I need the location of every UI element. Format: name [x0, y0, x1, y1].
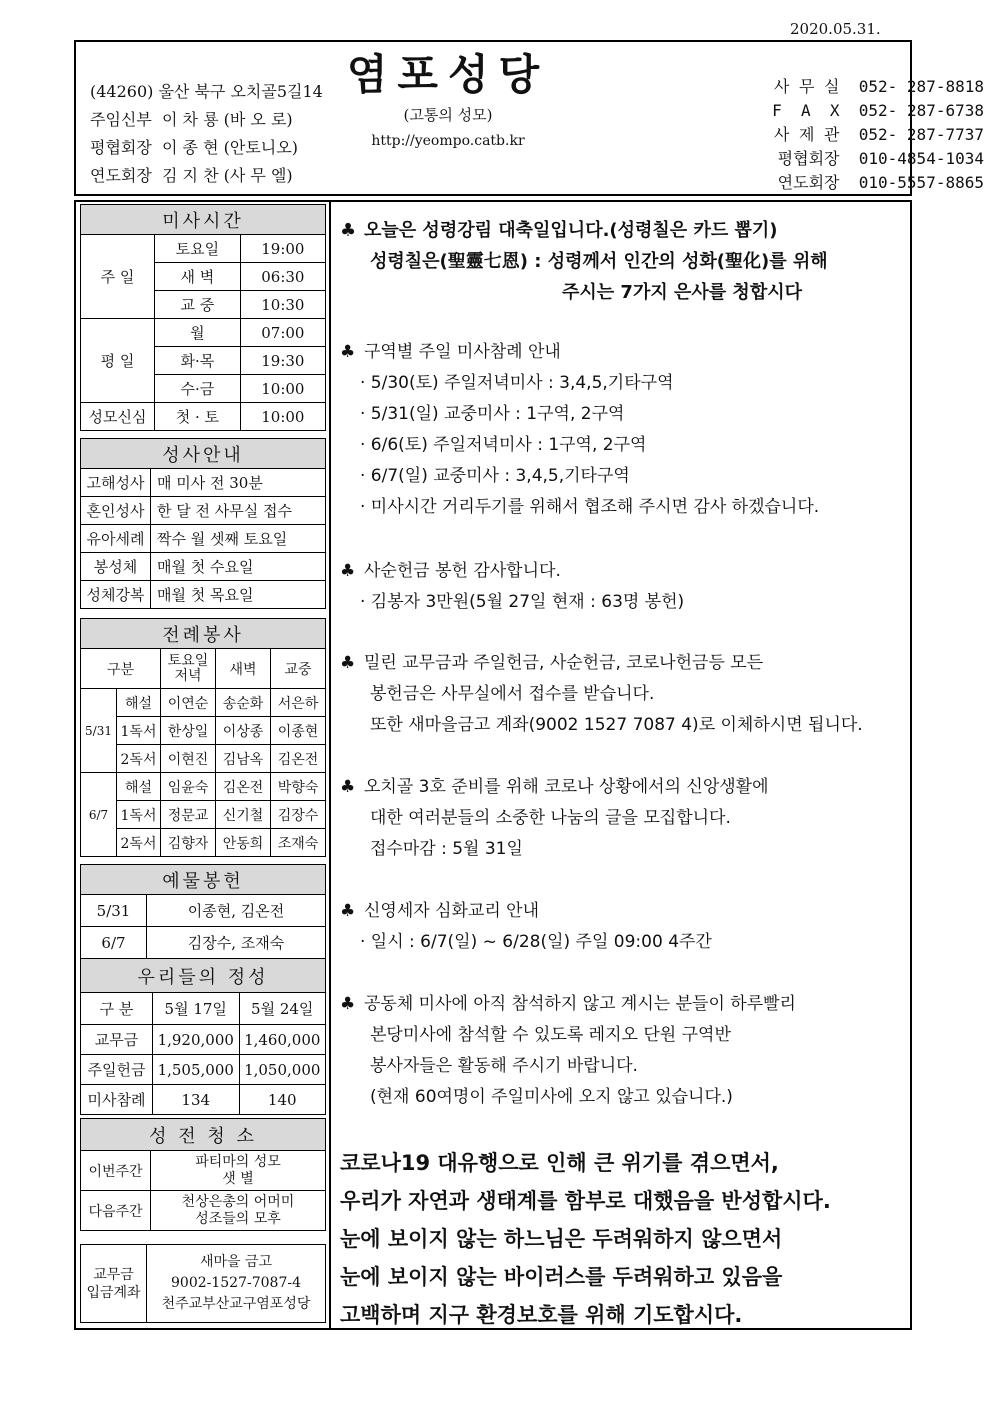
- mass-cell: 화·목: [155, 347, 241, 375]
- sincerity-header: 5월 17일: [153, 993, 240, 1025]
- liturgy-cell: 이연순: [161, 689, 216, 717]
- prayer-line: 고백하며 지구 환경보호를 위해 기도합시다.: [340, 1303, 743, 1327]
- notice-text: (현재 60여명이 주일미사에 오지 않고 있습니다.): [370, 1087, 733, 1107]
- liturgy-header: 교중: [271, 649, 326, 689]
- bulletin-date: 2020.05.31.: [790, 20, 881, 38]
- liturgy-cell: 이현진: [161, 745, 216, 773]
- cleaning-week: 다음주간: [81, 1191, 151, 1231]
- notice-text: 오치골 3호 준비를 위해 코로나 상황에서의 신앙생활에: [364, 777, 769, 797]
- notice-text: 봉사자들은 활동해 주시기 바랍니다.: [370, 1056, 638, 1076]
- liturgy-cell: 한상일: [161, 717, 216, 745]
- pastor-label: 주임신부: [90, 110, 152, 129]
- liturgy-cell: 1독서: [117, 801, 161, 829]
- offering-date: 6/7: [81, 927, 147, 959]
- prayer-line: 눈에 보이지 않는 바이러스를 두려워하고 있음을: [340, 1265, 783, 1289]
- liturgy-cell: 임윤숙: [161, 773, 216, 801]
- liturgy-cell: 안동희: [216, 829, 271, 857]
- liturgy-date: 6/7: [81, 773, 117, 857]
- column-divider: [329, 200, 331, 1330]
- liturgy-cell: 신기철: [216, 801, 271, 829]
- liturgy-cell: 김온전: [216, 773, 271, 801]
- prayer-line: 눈에 보이지 않는 하느님은 두려워하지 않으면서: [340, 1227, 783, 1251]
- notice-text: 대한 여러분들의 소중한 나눔의 글을 모집합니다.: [370, 808, 731, 828]
- notice-item: · 5/30(토) 주일저녁미사 : 3,4,5,기타구역: [360, 373, 674, 393]
- sacrament-name: 고해성사: [81, 469, 151, 497]
- liturgy-cell: 조재숙: [271, 829, 326, 857]
- offering-table: [80, 864, 326, 959]
- sacrament-info: 매 미사 전 30분: [151, 469, 326, 497]
- notice-item: · 일시 : 6/7(일) ~ 6/28(일) 주일 09:00 4주간: [360, 932, 712, 952]
- sincerity-cell: 교무금: [81, 1025, 153, 1055]
- liturgy-cell: 서은하: [271, 689, 326, 717]
- offering-title: 예물봉헌: [81, 865, 326, 895]
- mass-cell: 10:00: [240, 375, 325, 403]
- liturgy-cell: 김장수: [271, 801, 326, 829]
- prayer-line: 우리가 자연과 생태계를 함부로 대했음을 반성합시다.: [340, 1189, 831, 1213]
- notice-lenten-offering: [340, 556, 910, 618]
- liturgy-header: 토요일 저녁: [161, 649, 216, 689]
- liturgy-cell: 해설: [117, 773, 161, 801]
- sacrament-info: 짝수 월 셋째 토요일: [151, 525, 326, 553]
- contact-council: 평협회장 010-4854-1034: [777, 149, 984, 168]
- cleaning-table: [80, 1118, 326, 1231]
- club-icon: ♣: [340, 777, 356, 797]
- cleaning-group: 파티마의 성모 샛 별: [151, 1151, 326, 1191]
- liturgy-cell: 정문교: [161, 801, 216, 829]
- liturgy-cell: 해설: [117, 689, 161, 717]
- mass-cell: 첫 · 토: [155, 403, 241, 431]
- notice-text: 또한 새마을금고 계좌(9002 1527 7087 4)로 이체하시면 됩니다.: [370, 715, 863, 735]
- offering-names: 김장수, 조재숙: [147, 927, 326, 959]
- notice-item: · 김봉자 3만원(5월 27일 현재 : 63명 봉헌): [360, 592, 685, 612]
- liturgy-cell: 이상종: [216, 717, 271, 745]
- memorial-label: 연도회장: [90, 166, 152, 185]
- sacrament-info: 매월 첫 목요일: [151, 581, 326, 609]
- sincerity-header: 5월 24일: [239, 993, 326, 1025]
- pastor-row: [90, 110, 293, 130]
- sacrament-name: 혼인성사: [81, 497, 151, 525]
- notice-title: 신영세자 심화교리 안내: [364, 901, 540, 921]
- account-table: [80, 1244, 326, 1323]
- cleaning-group: 천상은총의 어머미 성조들의 모후: [151, 1191, 326, 1231]
- contact-fax: F A X 052- 287-6738: [772, 101, 984, 120]
- mass-cell: 10:30: [240, 291, 325, 319]
- notice-text: 주시는 7가지 은사를 청합시다: [562, 282, 802, 303]
- club-icon: ♣: [340, 342, 356, 362]
- liturgy-cell: 이종현: [271, 717, 326, 745]
- mass-cell: 07:00: [240, 319, 325, 347]
- liturgy-date: 5/31: [81, 689, 117, 773]
- mass-cell: 06:30: [240, 263, 325, 291]
- mass-cell: 새 벽: [155, 263, 241, 291]
- sincerity-header: 구 분: [81, 993, 153, 1025]
- sacrament-name: 유아세례: [81, 525, 151, 553]
- offering-date: 5/31: [81, 895, 147, 927]
- notice-text: 봉헌금은 사무실에서 접수를 받습니다.: [370, 684, 655, 704]
- liturgy-table: [80, 618, 326, 857]
- liturgy-cell: 김남옥: [216, 745, 271, 773]
- notice-text: 밀린 교무금과 주일헌금, 사순헌금, 코로나헌금등 모든: [364, 653, 764, 673]
- sincerity-cell: 1,050,000: [239, 1055, 326, 1085]
- parish-subtitle: (고통의 성모): [403, 106, 493, 124]
- liturgy-cell: 김온전: [271, 745, 326, 773]
- notice-offerings: [340, 648, 910, 741]
- notice-text: 오늘은 성령강림 대축일입니다.(성령칠은 카드 뽑기): [364, 220, 778, 241]
- mass-times-table: [80, 204, 326, 431]
- sincerity-cell: 1,505,000: [153, 1055, 240, 1085]
- council-value: 이 종 현 (안토니오): [162, 138, 298, 157]
- liturgy-cell: 2독서: [117, 745, 161, 773]
- cleaning-week: 이번주간: [81, 1151, 151, 1191]
- sincerity-cell: 미사참례: [81, 1085, 153, 1115]
- memorial-value: 김 지 찬 (사 무 엘): [162, 166, 293, 185]
- sacraments-table: [80, 438, 326, 609]
- mass-title: 미사시간: [81, 205, 326, 235]
- club-icon: ♣: [340, 561, 356, 581]
- sincerity-cell: 134: [153, 1085, 240, 1115]
- pastor-value: 이 차 룡 (바 오 로): [162, 110, 293, 129]
- notice-mass-by-district: [340, 337, 910, 523]
- sincerity-cell: 1,460,000: [239, 1025, 326, 1055]
- notice-title: 구역별 주일 미사참례 안내: [364, 342, 561, 362]
- mass-cell: 10:00: [240, 403, 325, 431]
- sacrament-name: 봉성체: [81, 553, 151, 581]
- mass-cell: 월: [155, 319, 241, 347]
- sacrament-info: 매월 첫 수요일: [151, 553, 326, 581]
- account-label: 교무금 입금계좌: [81, 1245, 147, 1323]
- council-label: 평협회장: [90, 138, 152, 157]
- liturgy-cell: 박향숙: [271, 773, 326, 801]
- notice-text: 본당미사에 참석할 수 있도록 레지오 단원 구역반: [370, 1025, 731, 1045]
- liturgy-header: 새벽: [216, 649, 271, 689]
- notice-neophyte: [340, 896, 910, 958]
- notice-item: · 6/6(토) 주일저녁미사 : 1구역, 2구역: [360, 435, 647, 455]
- mass-cell: 토요일: [155, 235, 241, 263]
- offering-names: 이종현, 김온전: [147, 895, 326, 927]
- sunday-label: 주 일: [81, 235, 155, 319]
- notice-community-mass: [340, 989, 910, 1113]
- prayer-block: [340, 1144, 910, 1334]
- contact-rectory: 사 제 관 052- 287-7737: [773, 125, 984, 144]
- notice-item: · 미사시간 거리두기를 위해서 협조해 주시면 감사 하겠습니다.: [360, 497, 820, 517]
- sacrament-info: 한 달 전 사무실 접수: [151, 497, 326, 525]
- notice-text: 성령칠은(聖靈七恩) : 성령께서 인간의 성화(聖化)를 위해: [370, 251, 828, 272]
- prayer-line: 코로나19 대유행으로 인해 큰 위기를 겪으면서,: [340, 1151, 779, 1175]
- notice-ochigol: [340, 772, 910, 865]
- weekday-label: 평 일: [81, 319, 155, 403]
- sincerity-cell: 주일헌금: [81, 1055, 153, 1085]
- liturgy-cell: 김향자: [161, 829, 216, 857]
- account-number[interactable]: 새마을 금고 9002-1527-7087-4 천주교부산교구염포성당: [147, 1245, 326, 1323]
- notice-text: 공동체 미사에 아직 참석하지 않고 계시는 분들이 하루빨리: [364, 994, 796, 1014]
- sacrament-name: 성체강복: [81, 581, 151, 609]
- contact-memorial: 연도회장 010-5557-8865: [777, 173, 984, 192]
- sincerity-cell: 140: [239, 1085, 326, 1115]
- liturgy-cell: 1독서: [117, 717, 161, 745]
- liturgy-header: 구분: [81, 649, 161, 689]
- mass-cell: 19:00: [240, 235, 325, 263]
- liturgy-cell: 송순화: [216, 689, 271, 717]
- parish-url[interactable]: http://yeompo.catb.kr: [371, 133, 525, 149]
- mass-cell: 교 중: [155, 291, 241, 319]
- sincerity-table: [80, 958, 326, 1115]
- notice-text: 접수마감 : 5월 31일: [370, 839, 523, 859]
- liturgy-title: 전례봉사: [81, 619, 326, 649]
- notice-pentecost: [340, 215, 910, 308]
- sacraments-title: 성사안내: [81, 439, 326, 469]
- club-icon: ♣: [340, 653, 356, 673]
- mass-cell: 성모신심: [81, 403, 155, 431]
- cleaning-title: 성 전 청 소: [81, 1119, 326, 1151]
- contact-office: 사 무 실 052- 287-8818: [773, 77, 984, 96]
- parish-title: 염포성당: [346, 50, 550, 99]
- sincerity-title: 우리들의 정성: [81, 959, 326, 993]
- club-icon: ♣: [340, 220, 357, 241]
- sincerity-cell: 1,920,000: [153, 1025, 240, 1055]
- notice-title: 사순헌금 봉헌 감사합니다.: [364, 561, 561, 581]
- liturgy-cell: 2독서: [117, 829, 161, 857]
- notice-item: · 6/7(일) 교중미사 : 3,4,5,기타구역: [360, 466, 630, 486]
- club-icon: ♣: [340, 901, 356, 921]
- memorial-row: [90, 166, 293, 186]
- club-icon: ♣: [340, 994, 356, 1014]
- council-row: [90, 138, 298, 158]
- mass-cell: 19:30: [240, 347, 325, 375]
- mass-cell: 수·금: [155, 375, 241, 403]
- notice-item: · 5/31(일) 교중미사 : 1구역, 2구역: [360, 404, 625, 424]
- address: (44260) 울산 북구 오치골5길14: [90, 82, 323, 101]
